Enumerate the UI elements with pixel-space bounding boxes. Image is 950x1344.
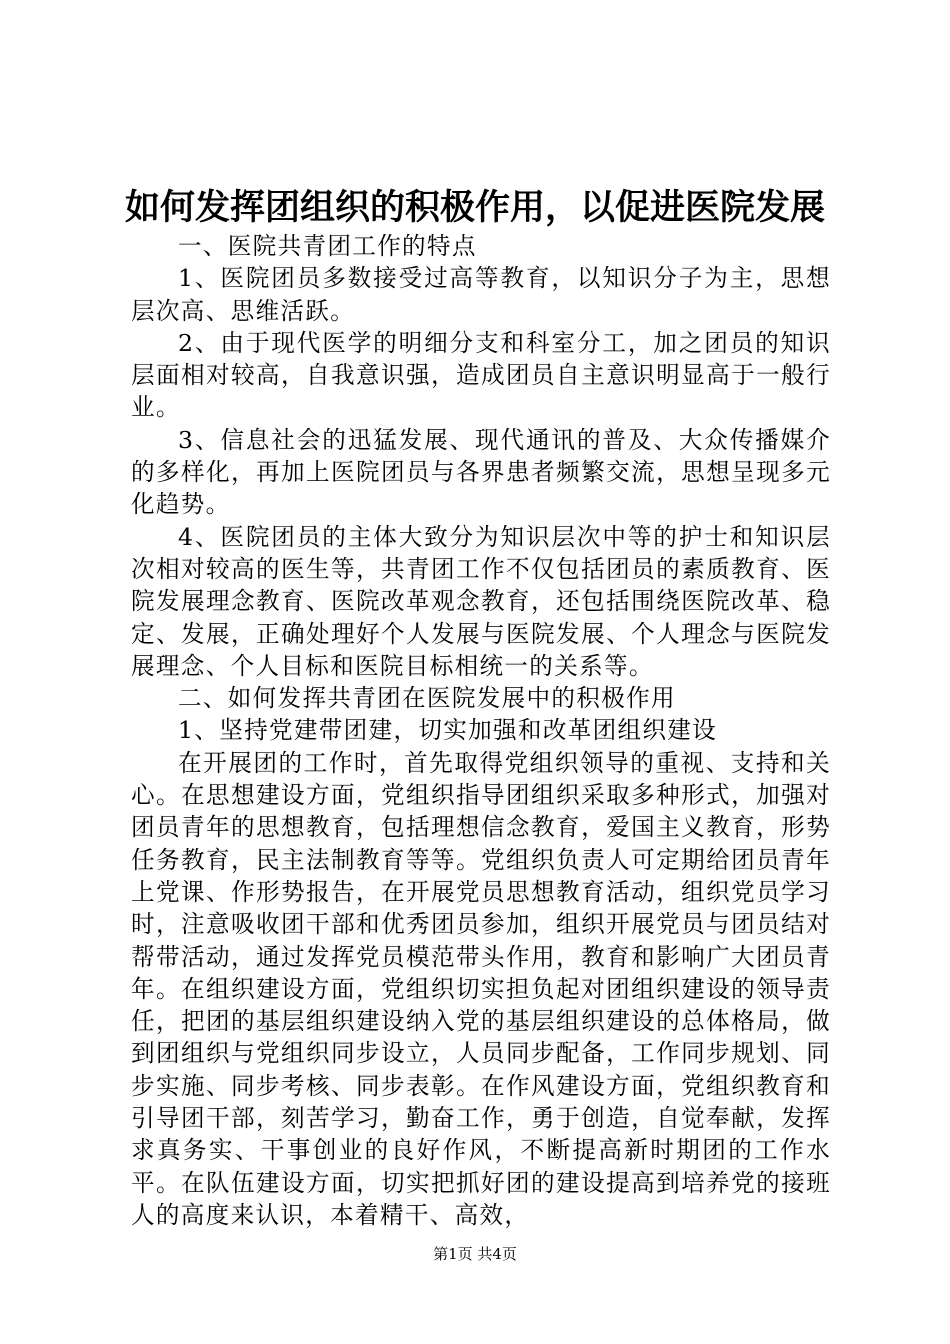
paragraph-5: 在开展团的工作时，首先取得党组织领导的重视、支持和关心。在思想建设方面，党组织指导团组织采取多种形式，加强对团员青年的思想教育，包括理想信念教育，爱国主义教育，形势任务教育，民主法制教育等等。党组织负责人可定期给团员青年上党课、作形势报告，在开展党员思想教育活动，组织党员学习时，注意吸收团干部和优秀团员参加，组织开展党员与团员结对帮带活动，通过发挥党员模范带头作用，教育和影响广大团员青年。在组织建设方面，党组织切实担负起对团组织建设的领导责任，把团的基层组织建设纳入党的基层组织建设的总体格局，做到团组织与党组织同步设立，人员同步配备，工作同步规划、同步实施、同步考核、同步表彰。在作风建设方面，党组织教育和引导团干部，刻苦学习，勤奋工作，勇于创造，自觉奉献，发挥求真务实、干事创业的良好作风，不断提高新时期团的工作水平。在队伍建设方面，切实把抓好团的建设提高到培养党的接班人的高度来认识，本着精干、高效，: [131, 748, 831, 1229]
document-body: [131, 230, 831, 1231]
paragraph-1: 1、医院团员多数接受过高等教育，以知识分子为主，思想层次高、思维活跃。: [131, 264, 831, 325]
paragraph-4: 4、医院团员的主体大致分为知识层次中等的护士和知识层次相对较高的医生等，共青团工作不仅包括团员的素质教育、医院发展理念教育、医院改革观念教育，还包括围绕医院改革、稳定、发展，正确处理好个人发展与医院发展、个人理念与医院发展理念、个人目标和医院目标相统一的关系等。: [131, 522, 831, 680]
section-heading-1: 一、医院共青团工作的特点: [178, 232, 477, 260]
section-heading-2: 二、如何发挥共青团在医院发展中的积极作用: [178, 684, 676, 713]
page-footer: 第1页 共4页: [433, 1245, 517, 1263]
subsection-heading-1: 1、坚持党建带团建，切实加强和改革团组织建设: [178, 716, 718, 745]
document-title: 如何发挥团组织的积极作用，以促进医院发展: [124, 188, 825, 228]
paragraph-2: 2、由于现代医学的明细分支和科室分工，加之团员的知识层面相对较高，自我意识强，造成团员自主意识明显高于一般行业。: [131, 328, 831, 422]
paragraph-3: 3、信息社会的迅猛发展、现代通讯的普及、大众传播媒介的多样化，再加上医院团员与各界患者频繁交流，思想呈现多元化趋势。: [131, 425, 831, 519]
